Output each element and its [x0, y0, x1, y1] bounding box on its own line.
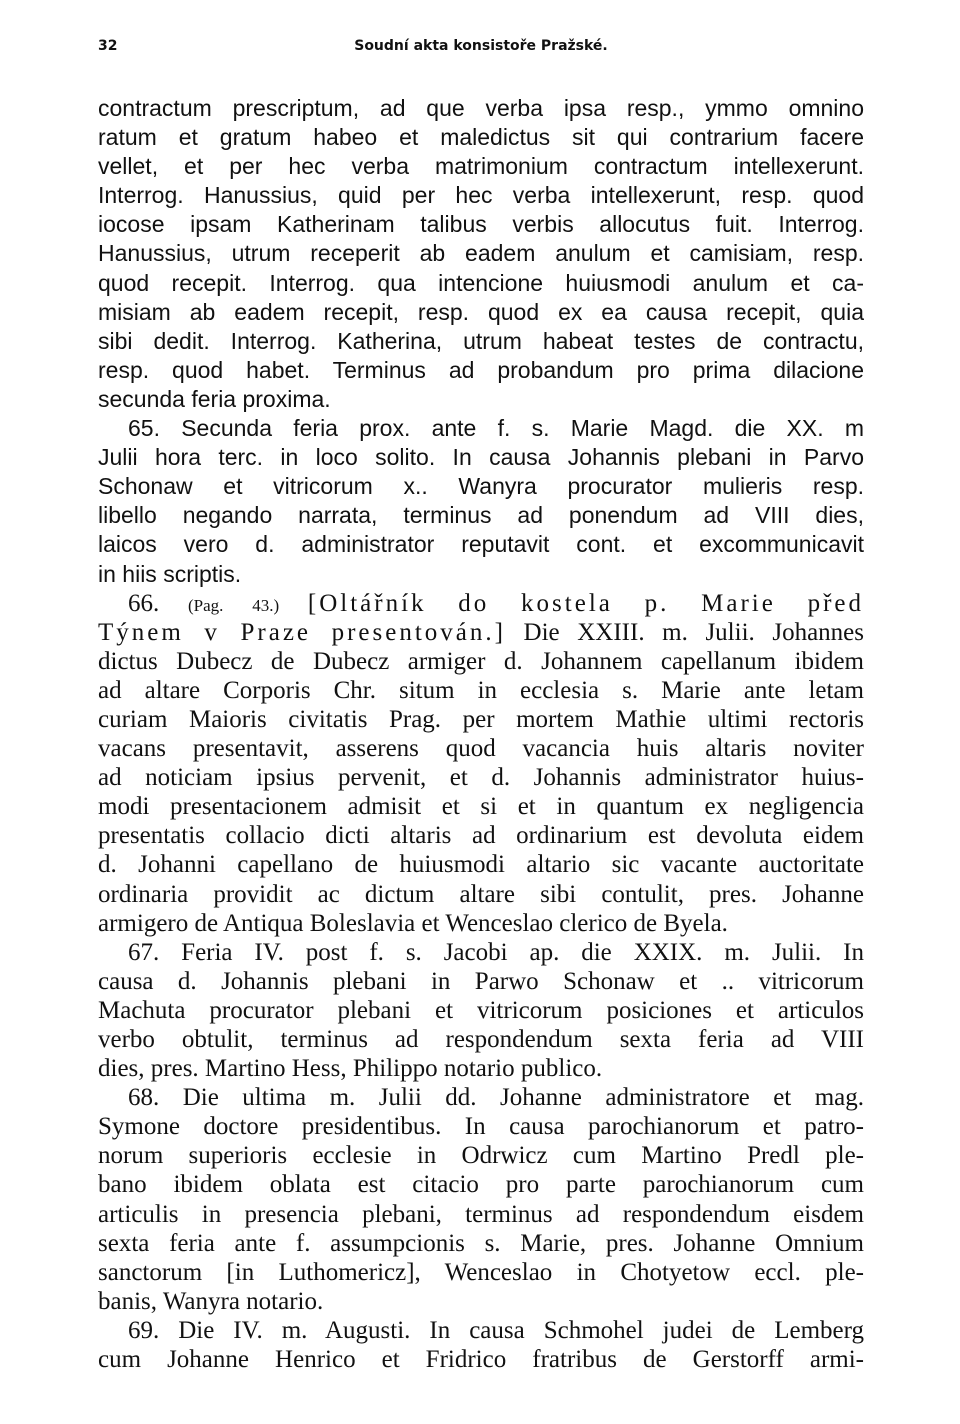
text-line: causa d. Johannis plebani in Parwo Schonaw et .. vitricorum: [98, 967, 864, 995]
text-line: contractum prescriptum, ad que verba ipsa resp., ymmo omnino: [98, 95, 864, 121]
text-line: Interrog. Hanussius, quid per hec verba intellexerunt, resp. quod: [98, 182, 864, 209]
text-line: sexta feria ante f. assumpcionis s. Marie, pres. Johanne Omnium: [98, 1229, 864, 1257]
entry-65-start: 65. Secunda feria prox. ante f. s. Marie Magd. die XX. m: [128, 415, 864, 442]
text-line: armigero de Antiqua Boleslavia et Wenceslao clerico de Byela.: [98, 909, 728, 937]
text-line: dies, pres. Martino Hess, Philippo notario publico.: [98, 1055, 603, 1083]
text-line: d. Johanni capellano de huiusmodi altario sic vacante auctoritate: [98, 851, 864, 879]
text-line: secunda feria proxima.: [98, 385, 331, 412]
text-line: iocose ipsam Katherinam talibus verbis allocutus fuit. Interrog.: [98, 211, 864, 238]
running-title: Soudní akta konsistoře Pražské.: [354, 38, 608, 54]
text-line: Julii hora terc. in loco solito. In causa Johannis plebani in Parvo: [98, 444, 864, 471]
entry-67-start: 67. Feria IV. post f. s. Jacobi ap. die XXIX. m. Julii. In: [128, 938, 864, 966]
text-line: in hiis scriptis.: [98, 560, 242, 587]
text-line: resp. quod habet. Terminus ad probandum pro prima dilacione: [98, 356, 864, 383]
text-line: laicos vero d. administrator reputavit cont. et excommunicavit: [98, 531, 864, 558]
text-line: norum superioris ecclesie in Odrwicz cum Martino Predl ple-: [98, 1142, 864, 1170]
text-line: sibi dedit. Interrog. Katherina, utrum habeat testes de contractu,: [98, 327, 864, 354]
text-line: Machuta procurator plebani et vitricorum posiciones et articulos: [98, 996, 864, 1024]
text-line: cum Johanne Henrico et Fridrico fratribus de Gerstorff armi-: [98, 1346, 864, 1374]
text-line: banis, Wanyra notario.: [98, 1287, 324, 1315]
entry-66-heading-line: [98, 618, 864, 647]
text-line: curiam Maioris civitatis Prag. per mortem Mathie ultimi rectoris: [98, 705, 864, 733]
text-line: Schonaw et vitricorum x.. Wanyra procurator mulieris resp.: [98, 473, 864, 500]
text-line: modi presentacionem admisit et si et in quantum ex negligencia: [98, 793, 864, 821]
text-line: dictus Dubecz de Dubecz armiger d. Johannem capellanum ibidem: [98, 647, 864, 675]
text-line: vacans presentavit, asserens quod vacancia huis altaris noviter: [98, 735, 864, 763]
text-line: verbo obtulit, terminus ad respondendum sexta feria ad VIII: [98, 1026, 864, 1053]
page-ref: (Pag.: [188, 595, 224, 615]
text-line: quod recepit. Interrog. qua intencione huiusmodi anulum et ca-: [98, 269, 864, 296]
text-line: Hanussius, utrum receperit ab eadem anulum et camisiam, resp.: [98, 240, 864, 267]
entry-68-start: 68. Die ultima m. Julii dd. Johanne administratore et mag.: [128, 1084, 864, 1112]
text-line: sanctorum [in Luthomericz], Wenceslao in Chotyetow eccl. ple-: [98, 1258, 864, 1286]
entry-text: Die XXIII. m. Julii. Johannes: [505, 618, 864, 646]
text-line: ad noticiam ipsius pervenit, et d. Johannis administrator huius-: [98, 764, 864, 792]
page-number: 32: [98, 38, 118, 54]
entry-heading: [Oltářník do kostela p. Marie před: [307, 589, 864, 617]
running-head: [98, 38, 864, 60]
text-line: misiam ab eadem recepit, resp. quod ex ea causa recepit, quia: [98, 298, 864, 325]
text-line: ratum et gratum habeo et maledictus sit qui contrarium facere: [98, 124, 864, 151]
text-line: bano ibidem oblata est citacio pro parte parochianorum cum: [98, 1171, 864, 1199]
text-line: presentatis collacio dicti altaris ad ordinarium est devoluta eidem: [98, 822, 864, 850]
text-line: ordinaria providit ac dictum altare sibi contulit, pres. Johanne: [98, 880, 864, 908]
entry-heading: Týnem v Praze presentován.]: [98, 618, 506, 646]
entry-69-start: 69. Die IV. m. Augusti. In causa Schmohel judei de Lemberg: [128, 1316, 864, 1344]
body-text: [98, 94, 864, 1374]
text-line: libello negando narrata, terminus ad ponendum ad VIII dies,: [98, 502, 864, 529]
text-line: ad altare Corporis Chr. situm in ecclesia s. Marie ante letam: [98, 676, 864, 704]
entry-number: 66.: [128, 589, 160, 617]
entry-66-start: [98, 589, 864, 618]
text-line: vellet, et per hec verba matrimonium contractum intellexerunt.: [98, 153, 864, 180]
text-line: articulis in presencia plebani, terminus ad respondendum eisdem: [98, 1200, 864, 1228]
text-line: Symone doctore presidentibus. In causa parochianorum et patro-: [98, 1113, 864, 1141]
page-ref-number: 43.): [252, 595, 280, 615]
